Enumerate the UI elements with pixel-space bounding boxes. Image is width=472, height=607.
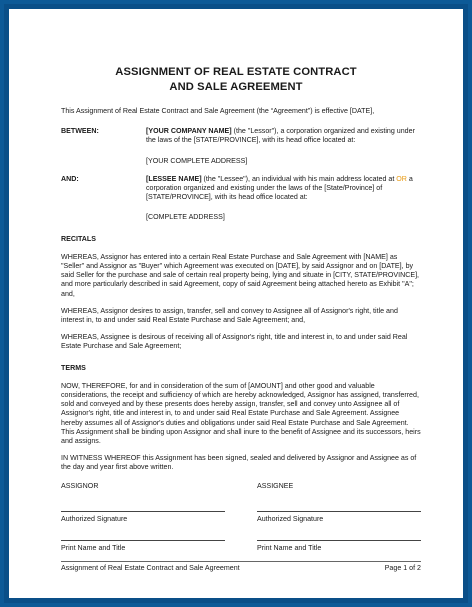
and-description-2: a corporation organized and existing under the laws of the [State/Province] of [STATE/PROVINCE], with its head office located at: xyxy=(146,174,413,202)
page-footer xyxy=(61,561,421,573)
recital-paragraph: WHEREAS, Assignor desires to assign, transfer, sell and convey to Assignee all of Assignor's right, title and interest in, to and under said Real Estate Purchase and Sale Agreement; and, xyxy=(61,306,398,325)
terms-heading: TERMS xyxy=(61,363,86,372)
and-label: AND: xyxy=(61,174,79,183)
document-title xyxy=(9,65,463,94)
title-line-1: ASSIGNMENT OF REAL ESTATE CONTRACT xyxy=(115,66,357,78)
assignor-label: ASSIGNOR xyxy=(61,481,99,490)
title-line-2: AND SALE AGREEMENT xyxy=(169,80,303,93)
signature-line xyxy=(257,540,421,541)
witness-paragraph: IN WITNESS WHEREOF this Assignment has been signed, sealed and delivered by Assignor and Assignee as of the day and year first above written. xyxy=(61,454,417,472)
assignor-column xyxy=(61,482,225,570)
party-and xyxy=(61,175,421,223)
authorized-signature-label: Authorized Signature xyxy=(61,514,128,523)
company-name: [YOUR COMPANY NAME] xyxy=(146,127,232,136)
signature-block xyxy=(61,482,421,570)
document-body xyxy=(61,107,421,569)
recitals-heading: RECITALS xyxy=(61,234,96,243)
terms-paragraph: NOW, THEREFORE, for and in consideration of the sum of [AMOUNT] and other good and valuable considerations, the receipt and sufficiency of which are hereby acknowledged, Assignor has assigned, transferred, sold and conveyed and by these presents does hereby assign, transfer, sell and convey unto Assignee all of Assignor's right, title and interest in, to and under said Real Estate Purchase and Sale Agreement. Assignee hereby assumes all of Assignor's duties and obligations under said Real Estate Purchase and Sale Agreement. This Assignment shall be binding upon Assignor and shall inure to the benefit of Assignee and its successors, heirs and assigns. xyxy=(61,381,421,446)
party-between xyxy=(61,127,421,166)
footer-title: Assignment of Real Estate Contract and Sale Agreement xyxy=(61,564,240,572)
signature-line xyxy=(61,511,225,512)
between-label: BETWEEN: xyxy=(61,127,99,136)
recital-paragraph: WHEREAS, Assignor has entered into a certain Real Estate Purchase and Sale Agreement with [NAME] as "Seller" and Assignor as "Buyer" which Agreement was executed on [DATE], by said Assignor and on [DATE], by said Seller for the purchase and sale of certain real property being, lying and situate in [CITY, STATE/PROVINCE], and more particularly described in said Agreement, copy of said Agreement being attached hereto as Exhibit "A"; and, xyxy=(61,252,420,298)
recital-paragraph: WHEREAS, Assignee is desirous of receiving all of Assignor's right, title and interest in, to and under said Real Estate Purchase and Sale Agreement; xyxy=(61,333,408,351)
between-text xyxy=(146,127,421,166)
company-address: [YOUR COMPLETE ADDRESS] xyxy=(146,156,248,165)
lessee-name: [LESSEE NAME] xyxy=(146,174,202,183)
between-description: (the "Lessor"), a corporation organized and existing under the laws of the [STATE/PROVINCE], with its head office located at: xyxy=(146,127,415,145)
assignee-label: ASSIGNEE xyxy=(257,481,294,490)
and-text xyxy=(146,175,421,223)
and-description-1: (the "Lessee"), an individual with his main address located at xyxy=(201,174,397,183)
page-number: Page 1 of 2 xyxy=(384,564,421,572)
authorized-signature-label: Authorized Signature xyxy=(257,514,324,523)
assignee-column xyxy=(257,482,421,570)
intro-paragraph: This Assignment of Real Estate Contract and Sale Agreement (the “Agreement”) is effective [DATE], xyxy=(61,107,375,115)
print-name-label: Print Name and Title xyxy=(257,544,322,553)
document-page xyxy=(9,9,463,598)
print-name-label: Print Name and Title xyxy=(61,544,126,553)
signature-line xyxy=(257,511,421,512)
or-highlight: OR xyxy=(396,174,407,183)
lessee-address: [COMPLETE ADDRESS] xyxy=(146,213,225,222)
signature-line xyxy=(61,540,225,541)
